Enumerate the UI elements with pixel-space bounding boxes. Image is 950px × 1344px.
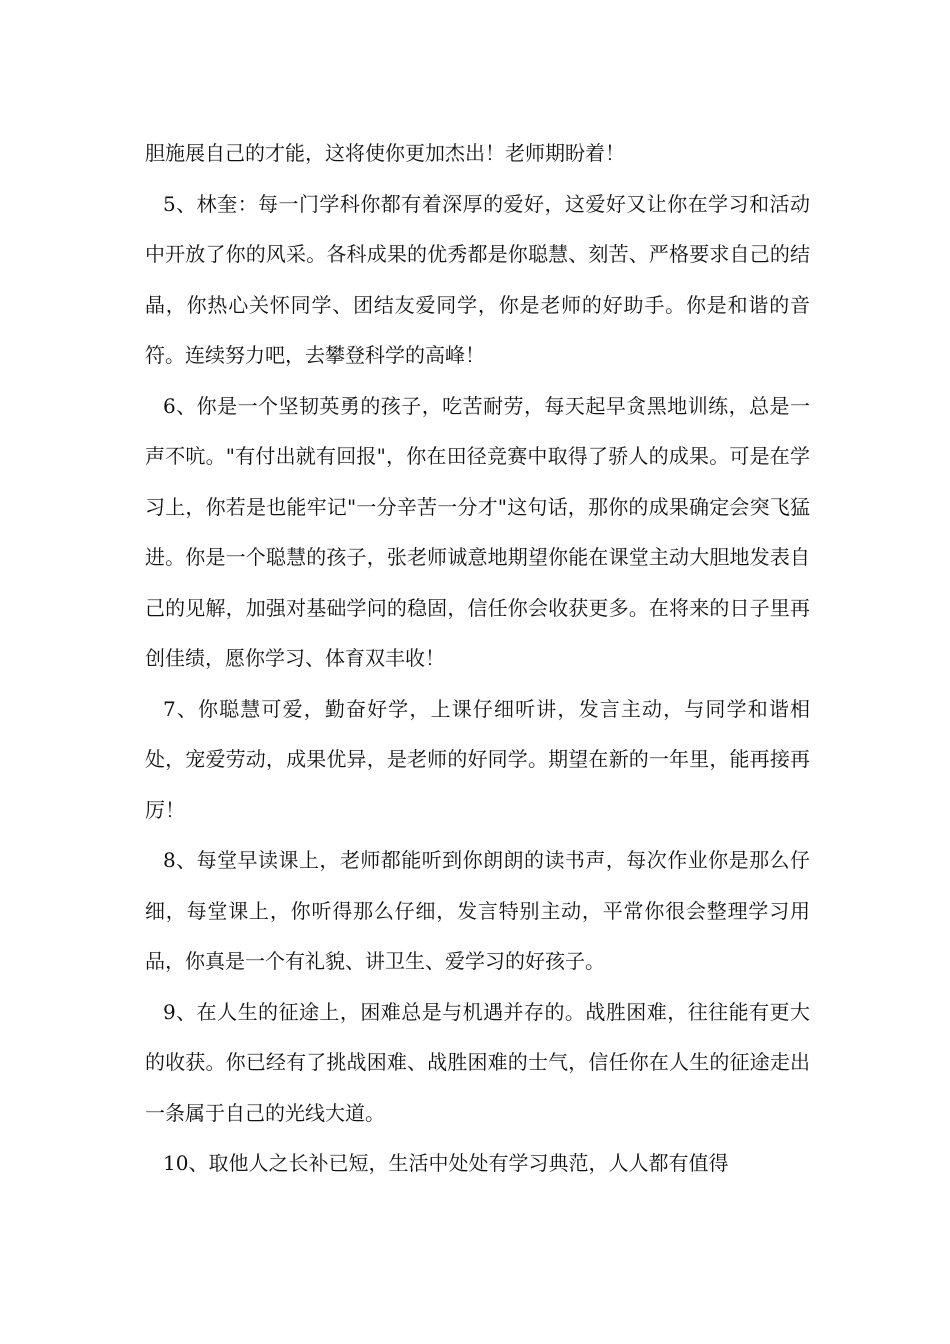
paragraph-comment-9: 9、在人生的征途上，困难总是与机遇并存的。战胜困难，往往能有更大的收获。你已经有了挑战困难、战胜困难的士气，信任你在人生的征途走出一条属于自己的光线大道。 (145, 999, 810, 1125)
paragraph-comment-5: 5、林奎：每一门学科你都有着深厚的爱好，这爱好又让你在学习和活动中开放了你的风采。各科成果的优秀都是你聪慧、刻苦、严格要求自己的结晶，你热心关怀同学、团结友爱同学，你是老师的好助手。你是和谐的音符。连续努力吧，去攀登科学的高峰！ (145, 191, 810, 367)
paragraph-continuation: 胆施展自己的才能，这将使你更加杰出！老师期盼着！ (145, 141, 625, 165)
paragraph-comment-6: 6、你是一个坚韧英勇的孩子，吃苦耐劳，每天起早贪黑地训练，总是一声不吭。"有付出就有回报"，你在田径竞赛中取得了骄人的成果。可是在学习上，你若是也能牢记"一分辛苦一分才"这句话，那你的成果确定会突飞猛进。你是一个聪慧的孩子，张老师诚意地期望你能在课堂主动大胆地发表自己的见解，加强对基础学问的稳固，信任你会收获更多。在将来的日子里再创佳绩，愿你学习、体育双丰收！ (145, 393, 810, 670)
paragraph-comment-7: 7、你聪慧可爱，勤奋好学，上课仔细听讲，发言主动，与同学和谐相处，宠爱劳动，成果优异，是老师的好同学。期望在新的一年里，能再接再厉！ (145, 696, 810, 822)
paragraph-comment-8: 8、每堂早读课上，老师都能听到你朗朗的读书声，每次作业你是那么仔细，每堂课上，你听得那么仔细，发言特别主动，平常你很会整理学习用品，你真是一个有礼貌、讲卫生、爱学习的好孩子。 (145, 848, 810, 973)
document-body (145, 128, 810, 1189)
paragraph-comment-10: 10、取他人之长补已短，生活中处处有学习典范，人人都有值得 (163, 1151, 729, 1175)
